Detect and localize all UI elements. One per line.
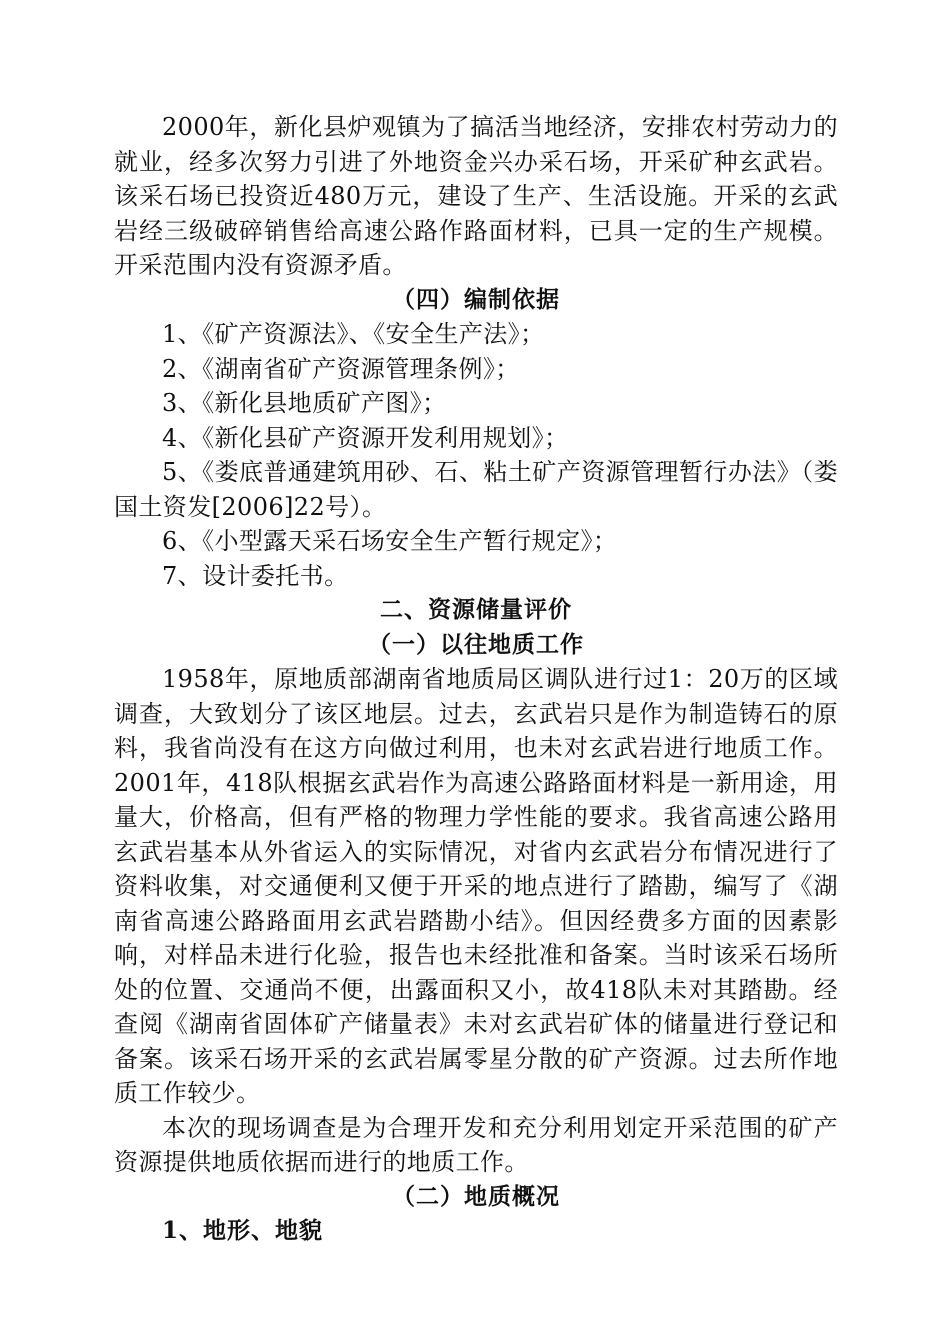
subsection-heading-terrain: 1、地形、地貌 bbox=[162, 1217, 324, 1244]
section-heading-basis: （四）编制依据 bbox=[392, 285, 560, 313]
intro-paragraph: 2000年，新化县炉观镇为了搞活当地经济，安排农村劳动力的就业，经多次努力引进了外地资金兴办采石场，开采矿种玄武岩。该采石场已投资近480万元，建设了生产、生活设施。开采的玄武岩经三级破碎销售给高速公路作路面材料，已具一定的生产规模。开采范围内没有资源矛盾。 bbox=[114, 113, 838, 279]
basis-item-4: 4、《新化县矿产资源开发利用规划》； bbox=[162, 423, 569, 452]
section-heading-previous-work: （一）以往地质工作 bbox=[368, 630, 584, 658]
basis-item-7: 7、设计委托书。 bbox=[162, 561, 349, 590]
basis-item-1: 1、《矿产资源法》、《安全生产法》； bbox=[162, 320, 545, 348]
previous-work-paragraph: 1958年，原地质部湖南省地质局区调队进行过1：20万的区域调查，大致划分了该区地层。过去，玄武岩只是作为制造铸石的原料，我省尚没有在这方向做过利用，也未对玄武岩进行地质工作。2001年，418队根据玄武岩作为高速公路路面材料是一新用途，用量大，价格高，但有严格的物理力学性能的要求。我省高速公路用玄武岩基本从外省运入的实际情况，对省内玄武岩分布情况进行了资料收集，对交通便利又便于开采的地点进行了踏勘，编写了《湖南省高速公路路面用玄武岩踏勘小结》。但因经费多方面的因素影响，对样品未进行化验，报告也未经批准和备案。当时该采石场所处的位置、交通尚不便，出露面积又小，故418队未对其踏勘。经查阅《湖南省固体矿产储量表》未对玄武岩矿体的储量进行登记和备案。该采石场开采的玄武岩属零星分散的矿产资源。过去所作地质工作较少。 bbox=[114, 665, 838, 1107]
basis-item-3: 3、《新化县地质矿产图》； bbox=[162, 389, 447, 417]
basis-item-5: 5、《娄底普通建筑用砂、石、粘土矿产资源管理暂行办法》（娄国土资发[2006]22号）。 bbox=[114, 458, 838, 521]
section-heading-geology-overview: （二）地质概况 bbox=[392, 1182, 560, 1210]
basis-item-2: 2、《湖南省矿产资源管理条例》； bbox=[162, 354, 520, 383]
basis-item-6: 6、《小型露天采石场安全生产暂行规定》； bbox=[162, 527, 618, 555]
chapter-heading-resource-evaluation: 二、资源储量评价 bbox=[380, 596, 572, 623]
survey-purpose-paragraph: 本次的现场调查是为合理开发和充分利用划定开采范围的矿产资源提供地质依据而进行的地质工作。 bbox=[114, 1113, 838, 1176]
document-page bbox=[114, 110, 838, 1249]
